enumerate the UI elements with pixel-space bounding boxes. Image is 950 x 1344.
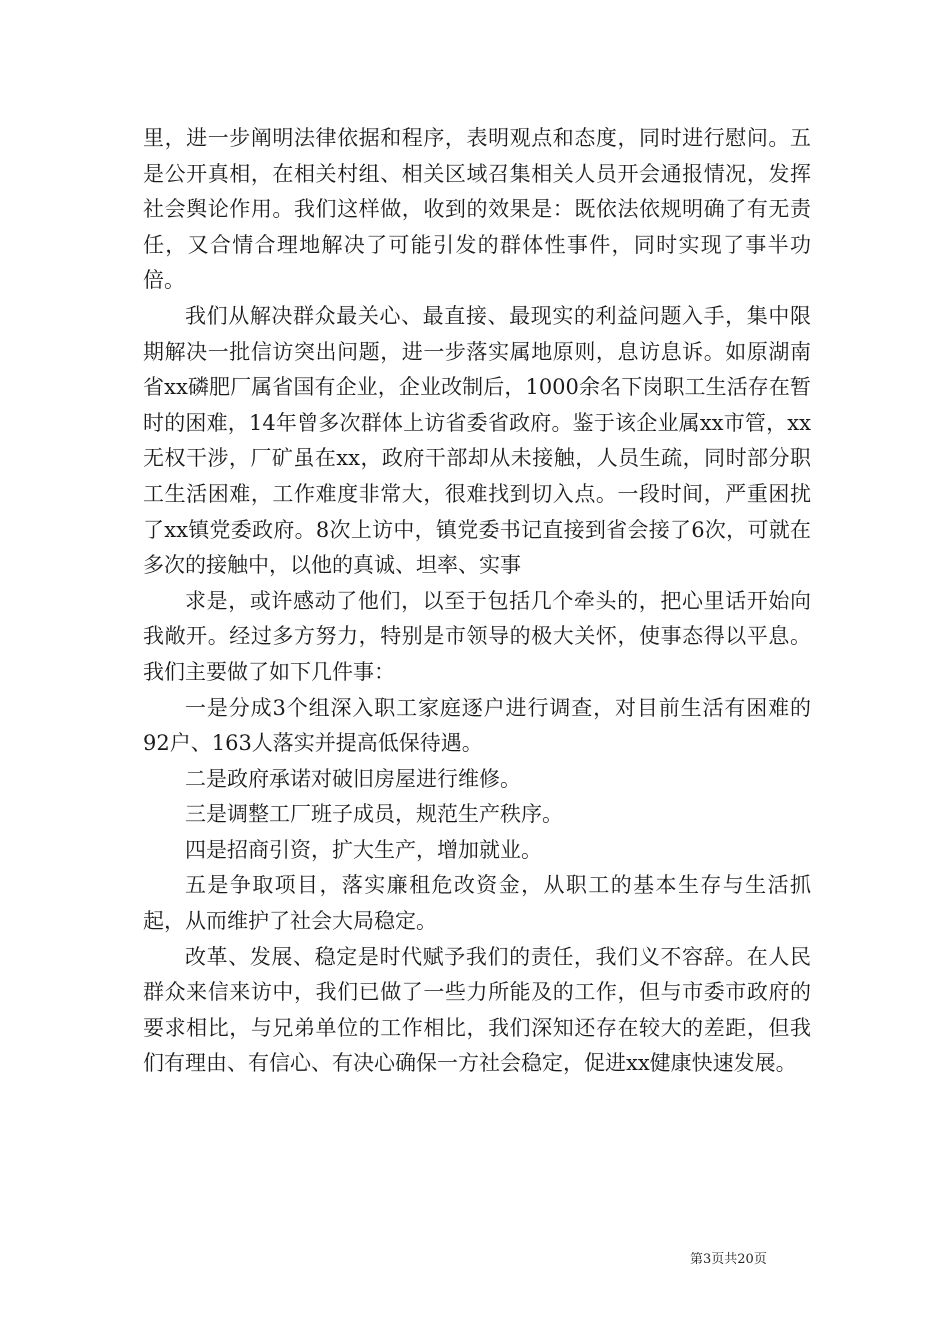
paragraph-1: 里，进一步阐明法律依据和程序，表明观点和态度，同时进行慰问。五是公开真相，在相关村组、相关区域召集相关人员开会通报情况，发挥社会舆论作用。我们这样做，收到的效果是：既依法依规明确了有无责任，又合情合理地解决了可能引发的群体性事件，同时实现了事半功倍。 xyxy=(143,126,811,293)
document-body xyxy=(143,121,811,1082)
page-number-footer: 第3页共20页 xyxy=(690,1252,767,1267)
paragraph-4: 一是分成3个组深入职工家庭逐户进行调查，对目前生活有困难的92户、163人落实并提高低保待遇。 xyxy=(143,695,811,756)
paragraph-7: 四是招商引资，扩大生产，增加就业。 xyxy=(185,837,542,862)
paragraph-5: 二是政府承诺对破旧房屋进行维修。 xyxy=(185,766,521,791)
paragraph-6: 三是调整工厂班子成员，规范生产秩序。 xyxy=(185,802,563,827)
paragraph-9: 改革、发展、稳定是时代赋予我们的责任，我们义不容辞。在人民群众来信来访中，我们已做了一些力所能及的工作，但与市委市政府的要求相比，与兄弟单位的工作相比，我们深知还存在较大的差距，但我们有理由、有信心、有决心确保一方社会稳定，促进xx健康快速发展。 xyxy=(143,944,811,1076)
paragraph-8: 五是争取项目，落实廉租危改资金，从职工的基本生存与生活抓起，从而维护了社会大局稳定。 xyxy=(143,873,811,934)
paragraph-3: 求是，或许感动了他们，以至于包括几个牵头的，把心里话开始向我敞开。经过多方努力，特别是市领导的极大关怀，使事态得以平息。我们主要做了如下几件事： xyxy=(143,588,811,684)
paragraph-2: 我们从解决群众最关心、最直接、最现实的利益问题入手，集中限期解决一批信访突出问题，进一步落实属地原则，息访息诉。如原湖南省xx磷肥厂属省国有企业，企业改制后，1000余名下岗职工生活存在暂时的困难，14年曾多次群体上访省委省政府。鉴于该企业属xx市管，xx无权干涉，厂矿虽在xx，政府干部却从未接触，人员生疏，同时部分职工生活困难，工作难度非常大，很难找到切入点。一段时间，严重困扰了xx镇党委政府。8次上访中，镇党委书记直接到省会接了6次，可就在多次的接触中，以他的真诚、坦率、实事 xyxy=(143,303,811,578)
